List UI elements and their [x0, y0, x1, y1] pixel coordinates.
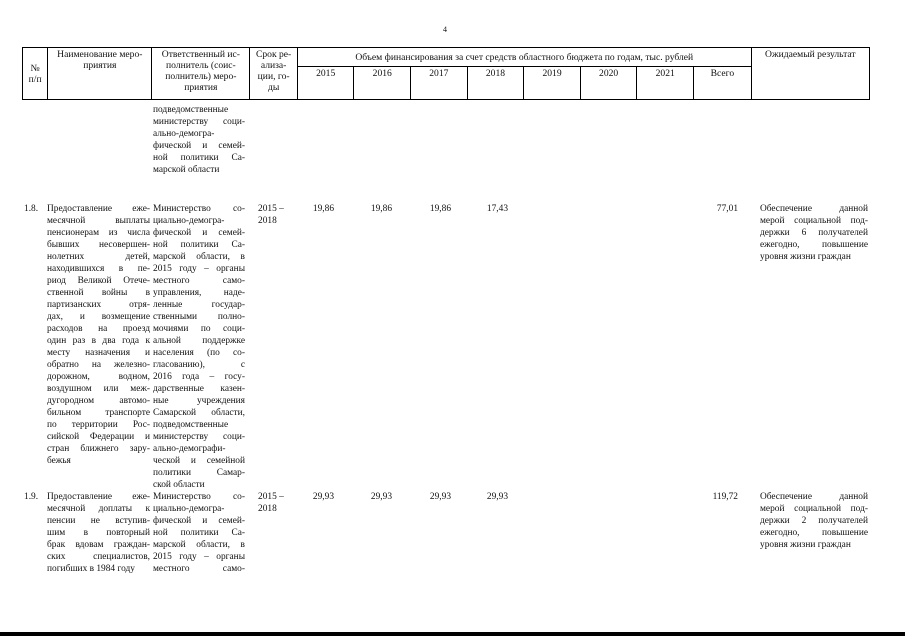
row-total: 77,01: [716, 204, 738, 214]
header-year: 2017: [411, 67, 468, 100]
row-name: Предоставление еже- месячной доплаты к пенсии не вступив- шим в повторный брак вдовам граждан- ских специалистов, погибших в 1984 году: [47, 492, 150, 574]
header-result: Ожидаемый результат: [751, 48, 869, 100]
row-value-2015: 19,86: [312, 204, 334, 214]
row-responsible: Министерство со- циально-демогра- фической и семей- ной политики Са- марской области, в 2015 году – органы местного само-: [153, 492, 245, 574]
row-name: Предоставление еже- месячной выплаты пенсионерам из числа бывших несовершен- нолетних детей, находившихся в пе- риод Великой Отече- ственной войны в партизанских отря- дах, и возмещение расходов на проезд один раз в два года к месту назначения и обратно на железно- дорожном, водном, воздушном или меж- дугородном автомо- бильном транспорте по территории Рос- сийской Федерации и стран ближнего зару- бежья: [47, 204, 150, 466]
row-value-2017: 19,86: [429, 204, 451, 214]
header-funding: Объем финансирования за счет средств областного бюджета по годам, тыс. рублей: [297, 48, 751, 67]
row-result: Обеспечение данной мерой социальной под- держки 6 получателей ежегодно, повышение уровня жизни граждан: [760, 204, 868, 262]
page-bottom-rule: [0, 632, 905, 636]
row-result: Обеспечение данной мерой социальной под- держки 2 получателей ежегодно, повышение уровня жизни граждан: [760, 492, 868, 550]
header-no: № п/п: [23, 48, 48, 100]
row-value-2016: 29,93: [370, 492, 392, 502]
header-total: Всего: [694, 67, 752, 100]
row-total: 119,72: [712, 492, 738, 502]
row-value-2016: 19,86: [370, 204, 392, 214]
header-name: Наименование меро- приятия: [48, 48, 152, 100]
header-year: 2016: [354, 67, 411, 100]
page-number: 4: [443, 25, 447, 34]
header-year: 2018: [467, 67, 524, 100]
header-year: 2020: [580, 67, 637, 100]
header-responsible: Ответственный ис- полнитель (соис- полнитель) меро- приятия: [152, 48, 250, 100]
row-value-2015: 29,93: [312, 492, 334, 502]
row-value-2017: 29,93: [429, 492, 451, 502]
header-term: Срок ре- ализа- ции, го- ды: [250, 48, 297, 100]
continuation-responsible: подведомственные министерству соци- ально-демогра- фической и семей- ной политики Са- марской области: [153, 105, 245, 175]
table-header: [22, 47, 870, 100]
header-year: 2021: [637, 67, 694, 100]
row-value-2018: 17,43: [486, 204, 508, 214]
row-term: 2015 – 2018: [258, 492, 284, 514]
header-year: 2015: [297, 67, 354, 100]
row-term: 2015 – 2018: [258, 204, 284, 226]
row-value-2018: 29,93: [486, 492, 508, 502]
row-number: 1.9.: [24, 492, 39, 502]
row-responsible: Министерство со- циально-демогра- фической и семей- ной политики Са- марской области, в 2015 году – органы местного само- управления, наде- ленные государ- ственными полно- мочиями по соци- альной поддержке населения (по со- гласованию), с 2016 года – госу- дарственные казен- ные учреждения Самарской области, подведомственные министерству соци- ально-демографи- ческой и семейной политики Самар- ской области: [153, 204, 245, 490]
row-number: 1.8.: [24, 204, 39, 214]
header-year: 2019: [524, 67, 581, 100]
